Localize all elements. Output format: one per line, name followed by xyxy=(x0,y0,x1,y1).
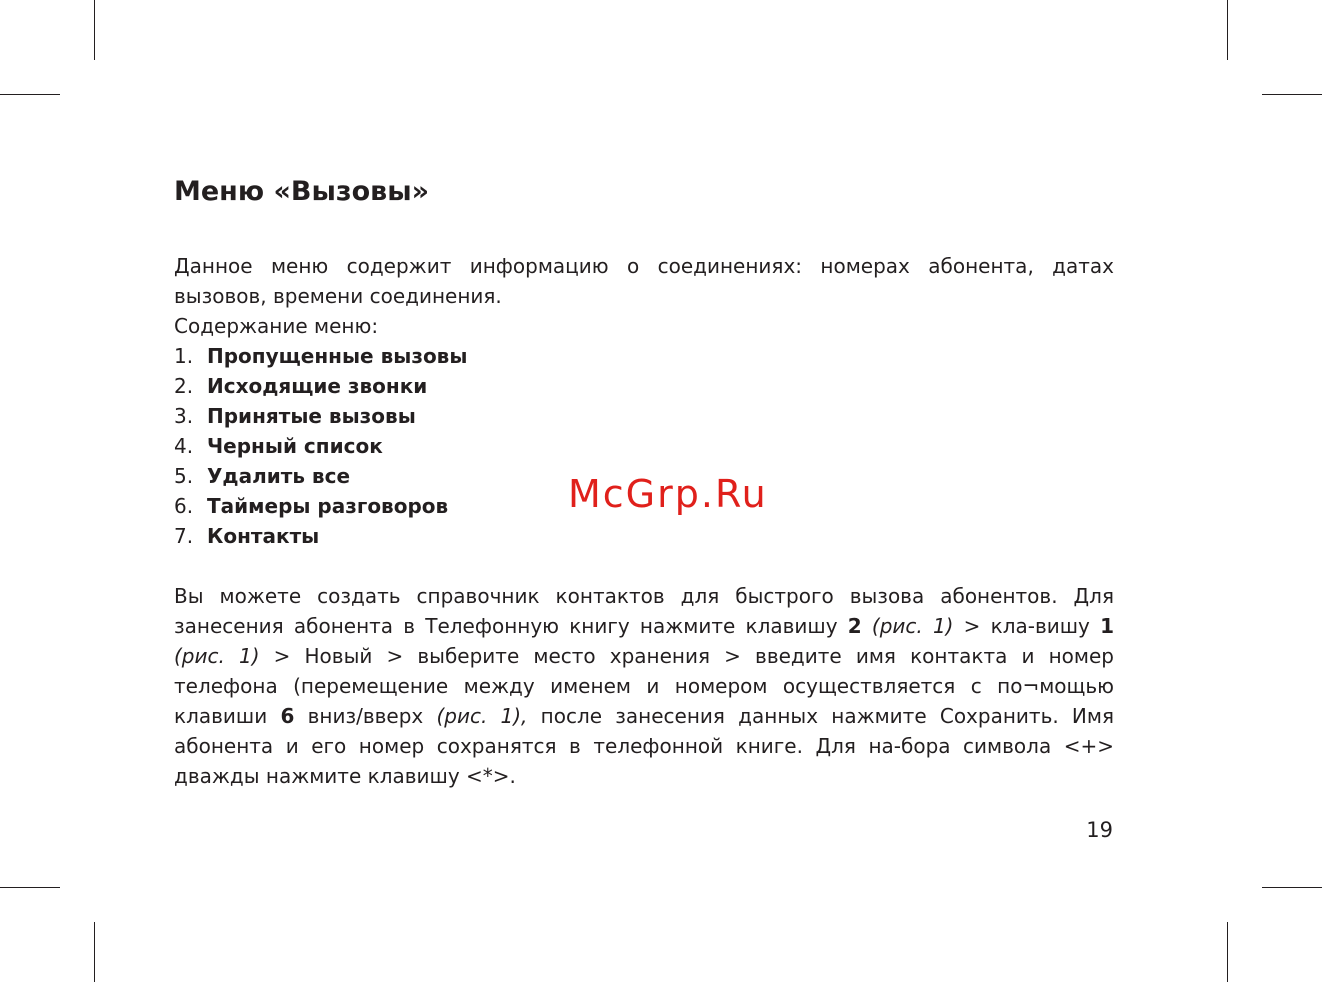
crop-mark-top-left-vertical xyxy=(94,0,95,60)
list-item xyxy=(174,521,1114,551)
text-run: Вы можете создать справочник контактов для быстрого вызова абонентов. Для занесения абонента в Телефонную книгу нажмите клавишу xyxy=(174,584,1114,638)
crop-mark-top-right-vertical xyxy=(1227,0,1228,60)
list-item-number: 3. xyxy=(174,404,194,428)
contacts-paragraph xyxy=(174,581,1114,791)
figure-ref: (рис. 1) xyxy=(871,614,954,638)
menu-contents-list xyxy=(174,341,1114,551)
crop-mark-top-right-horizontal xyxy=(1262,94,1322,95)
text-run: после занесения данных нажмите Сохранить. Имя абонента и его номер сохранятся в телефонной книге. Для на-бора символа <+> дважды нажмите клавишу <*>. xyxy=(174,704,1115,788)
list-item-label: Пропущенные вызовы xyxy=(207,344,468,368)
list-item xyxy=(174,401,1114,431)
intro-line-1: Данное меню содержит информацию о соединениях: номерах абонента, датах xyxy=(174,254,1114,278)
list-item-number: 2. xyxy=(174,374,194,398)
crop-mark-bottom-right-vertical xyxy=(1227,922,1228,982)
text-run: > кла-вишу xyxy=(953,614,1101,638)
key-label: 1 xyxy=(1100,614,1115,638)
list-item-label: Контакты xyxy=(207,524,320,548)
figure-ref: (рис. 1), xyxy=(436,704,528,728)
key-label: 2 xyxy=(847,614,862,638)
list-item-number: 5. xyxy=(174,464,194,488)
watermark: McGrp.Ru xyxy=(568,472,768,516)
list-item-label: Исходящие звонки xyxy=(207,374,428,398)
spacer xyxy=(174,551,1114,581)
intro-line-2: вызовов, времени соединения. xyxy=(174,284,502,308)
list-item xyxy=(174,341,1114,371)
text-run: > Новый > выберите место хранения > введите имя контакта и номер телефона (перемещение между именем и номером осуществляется с по¬мощью клавиши xyxy=(174,644,1115,728)
list-item-label: Таймеры разговоров xyxy=(207,494,449,518)
crop-mark-bottom-right-horizontal xyxy=(1262,887,1322,888)
figure-ref: (рис. 1) xyxy=(174,644,260,668)
list-item-label: Принятые вызовы xyxy=(207,404,416,428)
list-item xyxy=(174,371,1114,401)
key-label: 6 xyxy=(280,704,295,728)
list-item-number: 1. xyxy=(174,344,194,368)
list-item-label: Удалить все xyxy=(207,464,351,488)
list-item xyxy=(174,431,1114,461)
contents-label: Содержание меню: xyxy=(174,314,379,338)
crop-mark-bottom-left-horizontal xyxy=(0,887,60,888)
crop-mark-top-left-horizontal xyxy=(0,94,60,95)
list-item-number: 7. xyxy=(174,524,194,548)
page-title: Меню «Вызовы» xyxy=(174,176,430,207)
crop-mark-bottom-left-vertical xyxy=(94,922,95,982)
list-item-label: Черный список xyxy=(207,434,383,458)
list-item-number: 6. xyxy=(174,494,194,518)
page-number: 19 xyxy=(1086,818,1113,842)
list-item-number: 4. xyxy=(174,434,194,458)
text-run: вниз/вверх xyxy=(294,704,437,728)
